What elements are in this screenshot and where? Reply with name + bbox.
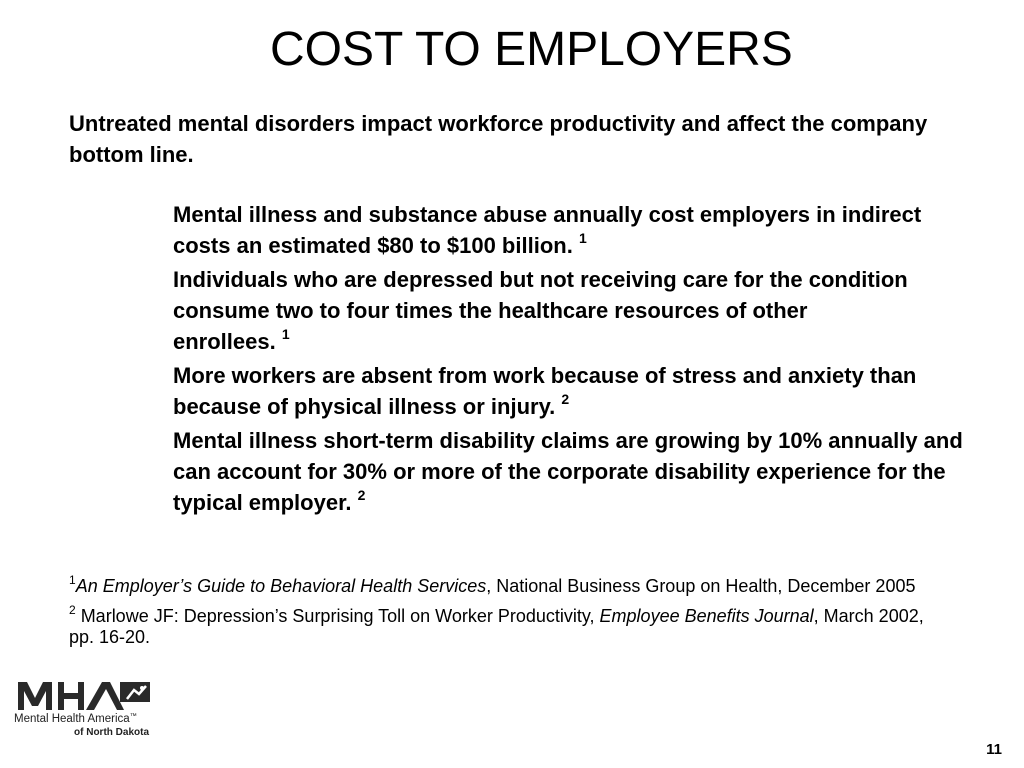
reference-details: , March 2002, pp. 16-20. [69,606,924,647]
logo-subtitle: of North Dakota [74,727,149,738]
bullet-text: Mental illness and substance abuse annually cost employers in indirect costs an estimated $80 to $100 billion. [173,202,922,258]
reference-details: , National Business Group on Health, December 2005 [486,576,916,596]
footnote-ref: 1 [281,325,290,342]
bullet-list [173,199,963,521]
reference-number: 2 [69,603,76,617]
footnote-ref: 1 [578,229,587,246]
footnote-ref: 2 [357,486,366,503]
page-number: 11 [986,741,1002,758]
bullet-text: Individuals who are depressed but not receiving care for the condition consume two to four times the healthcare resources of other [173,267,908,323]
bullet-item [173,425,963,518]
bullet-item [173,360,963,422]
mha-logo [14,678,154,740]
logo-org-name: Mental Health America™ [14,713,137,725]
slide-title: COST TO EMPLOYERS [270,23,793,76]
bullet-text: Mental illness short-term disability claims are growing by 10% annually and can account for 30% or more of the corporate disability experience for the typical employer. [173,428,963,515]
footnote-ref: 2 [561,390,570,407]
trademark-symbol: ™ [129,713,137,720]
reference-item [69,573,949,597]
bullet-item [173,326,963,357]
reference-title: An Employer’s Guide to Behavioral Health Services [75,576,487,596]
bullet-text: More workers are absent from work because of stress and anxiety than because of physical illness or injury. [173,363,917,419]
intro-text: Untreated mental disorders impact workforce productivity and affect the company bottom line. [69,111,928,167]
bullet-item [173,199,963,261]
bullet-item [173,264,963,326]
references [69,573,949,657]
reference-item [69,603,949,648]
reference-lead: Marlowe JF: Depression’s Surprising Toll on Worker Productivity, [75,606,600,626]
mha-logo-icon [16,678,156,712]
reference-number: 1 [69,573,76,587]
reference-title: Employee Benefits Journal [599,606,814,626]
bullet-text: enrollees. [173,329,276,354]
